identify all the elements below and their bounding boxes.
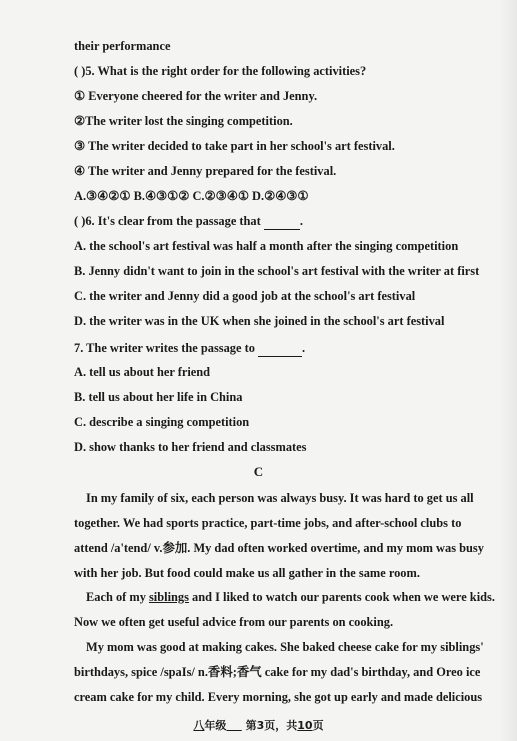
choice-c: C. the writer and Jenny did a good job at the school's art festival (74, 289, 416, 303)
passage-line: My mom was good at making cakes. She baked cheese cake for my siblings' (86, 640, 484, 654)
scan-shadow (499, 0, 517, 741)
question-7-text: 7. The writer writes the passage to (74, 341, 258, 355)
answer-choices: A.③④②① B.④③①② C.②③④① D.②④③① (74, 189, 309, 203)
choice-a: A. the school's art festival was half a month after the singing competition (74, 239, 459, 253)
choice-c: C. describe a singing competition (74, 415, 250, 429)
option-line: ③ The writer decided to take part in her school's art festival. (74, 139, 395, 153)
footer-total: 10 (297, 719, 313, 732)
passage-line (86, 589, 495, 605)
passage-line: attend /a'tend/ v.参加. My dad often worked overtime, and my mom was busy (74, 541, 484, 555)
section-heading: C (253, 464, 264, 479)
choice-a: A. tell us about her friend (74, 365, 211, 379)
footer-grade-label: 年级 (204, 719, 227, 732)
passage-text: Each of my (86, 590, 149, 604)
answer-blank (264, 213, 300, 230)
passage-line: birthdays, spice /spaIs/ n.香料;香气 cake for my dad's birthday, and Oreo ice (74, 665, 481, 679)
option-line: ① Everyone cheered for the writer and Jenny. (74, 89, 318, 103)
option-line: ②The writer lost the singing competition. (74, 114, 293, 128)
footer-blank (226, 719, 241, 732)
question-6-end: . (299, 214, 303, 228)
passage-line: together. We had sports practice, part-time jobs, and after-school clubs to (74, 516, 462, 530)
passage-line: with her job. But food could make us all gather in the same room. (74, 566, 420, 580)
choice-d: D. show thanks to her friend and classmates (74, 440, 307, 454)
passage-line: cream cake for my child. Every morning, she got up early and made delicious (74, 690, 483, 704)
footer-page-unit: 页 (312, 719, 324, 732)
option-line: ④ The writer and Jenny prepared for the festival. (74, 164, 337, 178)
underlined-word: siblings (148, 590, 189, 604)
question-5: ( )5. What is the right order for the following activities? (74, 64, 367, 78)
passage-line: In my family of six, each person was always busy. It was hard to get us all (86, 491, 474, 505)
footer-page-text: 第3页，共 (245, 719, 298, 732)
passage-text: and I liked to watch our parents cook when we were kids. (188, 590, 495, 604)
question-7 (74, 340, 305, 357)
choice-d: D. the writer was in the UK when she joined in the school's art festival (74, 314, 445, 328)
footer-grade: 八 (193, 719, 205, 732)
choice-b: B. Jenny didn't want to join in the school's art festival with the writer at first (74, 264, 480, 278)
page-footer (0, 717, 517, 733)
question-6 (74, 213, 303, 230)
question-6-text: ( )6. It's clear from the passage that (74, 214, 264, 228)
question-7-end: . (302, 341, 306, 355)
text-line: their performance (74, 39, 171, 53)
answer-blank (258, 340, 302, 357)
choice-b: B. tell us about her life in China (74, 390, 243, 404)
passage-line: Now we often get useful advice from our parents on cooking. (74, 615, 394, 629)
